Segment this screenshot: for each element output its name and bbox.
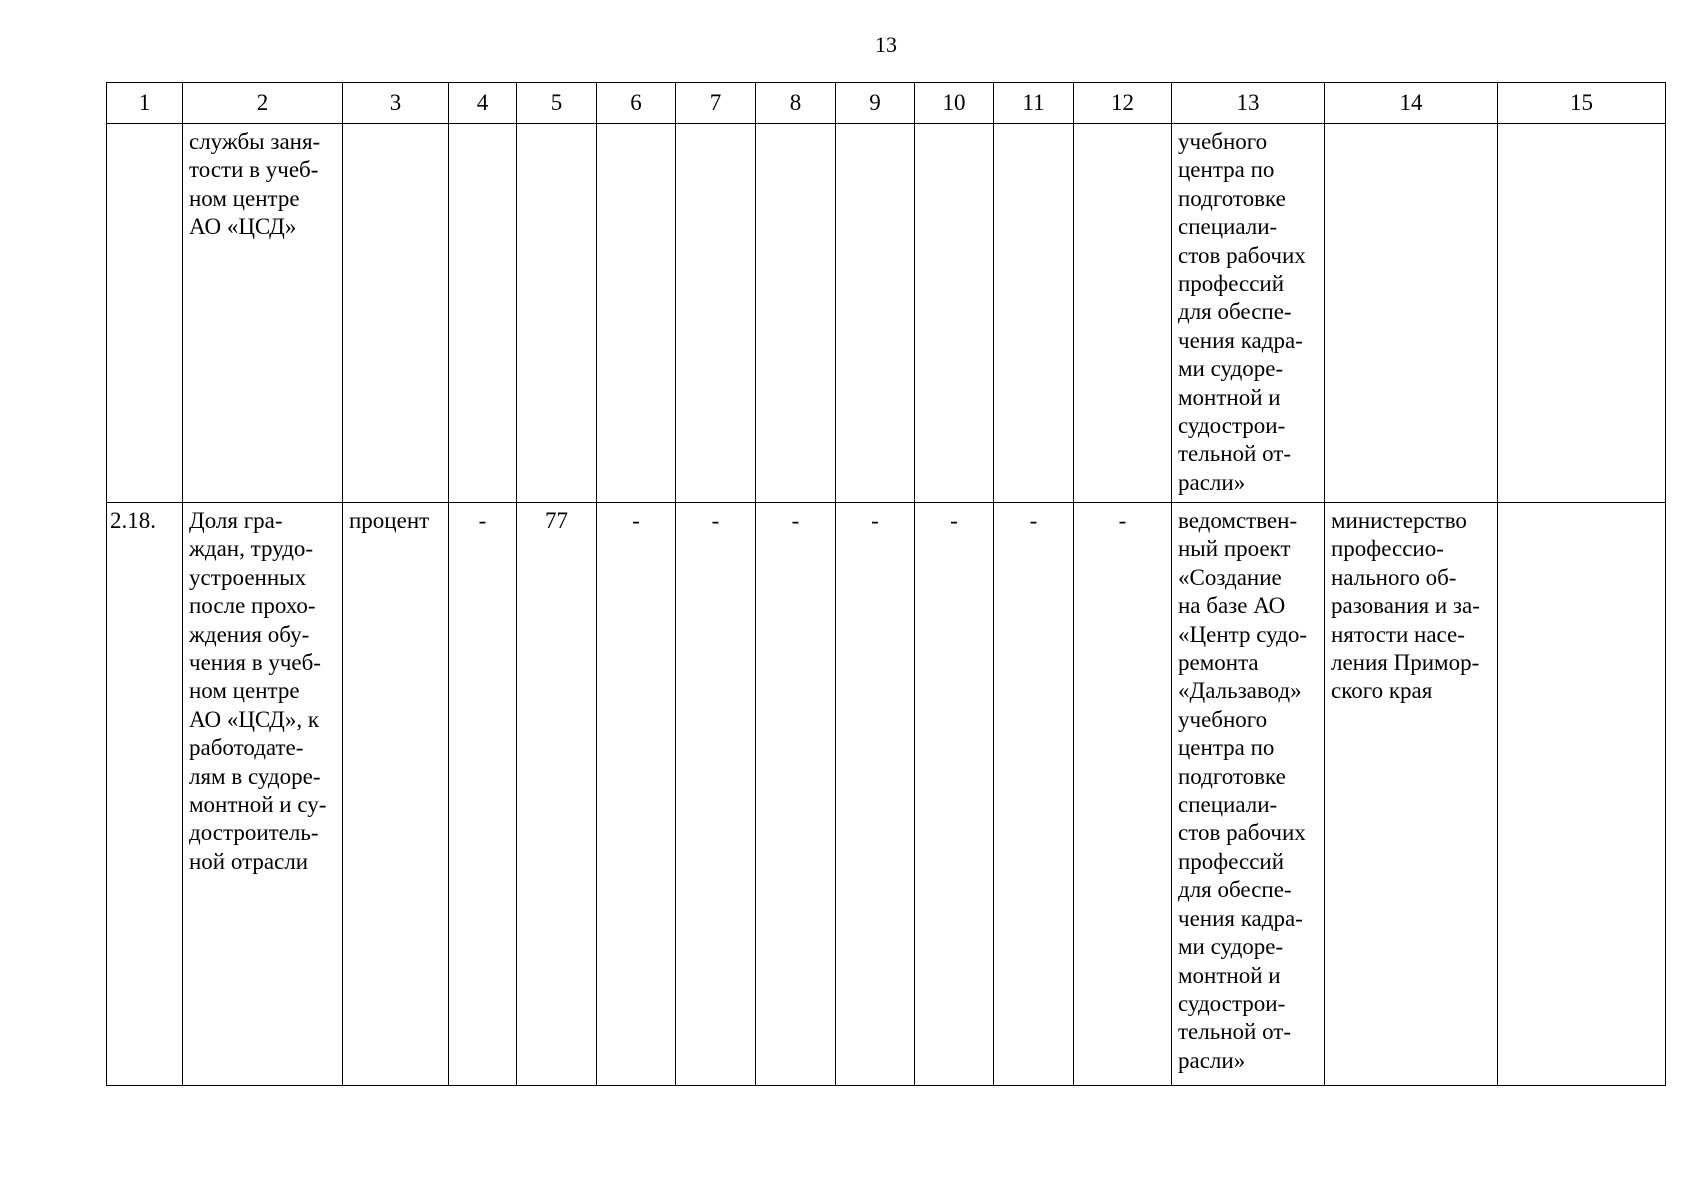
indicator-name-cell: службы заня- тости в учеб- ном центре АО «ЦСД» <box>183 124 343 503</box>
column-number: 6 <box>597 83 676 124</box>
value-cell: - <box>449 503 517 1086</box>
table-row <box>107 124 1666 503</box>
value-cell: - <box>1074 503 1172 1086</box>
value-cell: 77 <box>517 503 597 1086</box>
notes-cell <box>1498 503 1666 1086</box>
unit-cell: процент <box>343 503 449 1086</box>
value-cell <box>836 124 915 503</box>
column-number: 12 <box>1074 83 1172 124</box>
value-cell: - <box>915 503 994 1086</box>
value-cell <box>597 124 676 503</box>
column-number: 7 <box>676 83 756 124</box>
row-number-cell <box>107 124 183 503</box>
project-cell: учебного центра по подготовке специали- стов рабочих профессий для обеспе- чения кадра- ми судоре- монтной и судострои- тельной от- расли» <box>1172 124 1325 503</box>
value-cell <box>915 124 994 503</box>
column-number: 14 <box>1325 83 1498 124</box>
table-row <box>107 503 1666 1086</box>
value-cell: - <box>597 503 676 1086</box>
column-number: 9 <box>836 83 915 124</box>
project-cell: ведомствен- ный проект «Создание на базе АО «Центр судо- ремонта «Дальзавод» учебного центра по подготовке специали- стов рабочих профессий для обеспе- чения кадра- ми судоре- монтной и судострои- тельной от- расли» <box>1172 503 1325 1086</box>
column-number: 4 <box>449 83 517 124</box>
column-number-row <box>107 83 1666 124</box>
value-cell <box>1074 124 1172 503</box>
value-cell: - <box>994 503 1074 1086</box>
value-cell <box>676 124 756 503</box>
responsible-cell <box>1325 124 1498 503</box>
column-number: 11 <box>994 83 1074 124</box>
indicator-name-cell: Доля гра- ждан, трудо- устроенных после прохо- ждения обу- чения в учеб- ном центре АО «ЦСД», к работодате- лям в судоре- монтной и су- достроитель- ной отрасли <box>183 503 343 1086</box>
column-number: 3 <box>343 83 449 124</box>
value-cell: - <box>756 503 836 1086</box>
value-cell <box>449 124 517 503</box>
responsible-cell: министерство профессио- нального об- разования и за- нятости насе- ления Примор- ского края <box>1325 503 1498 1086</box>
row-number-cell: 2.18. <box>107 503 183 1086</box>
notes-cell <box>1498 124 1666 503</box>
value-cell <box>994 124 1074 503</box>
column-number: 13 <box>1172 83 1325 124</box>
column-number: 8 <box>756 83 836 124</box>
indicators-table <box>106 82 1666 1086</box>
value-cell: - <box>676 503 756 1086</box>
page-number: 13 <box>875 32 897 57</box>
unit-cell <box>343 124 449 503</box>
column-number: 2 <box>183 83 343 124</box>
value-cell <box>756 124 836 503</box>
column-number: 1 <box>107 83 183 124</box>
value-cell: - <box>836 503 915 1086</box>
column-number: 15 <box>1498 83 1666 124</box>
column-number: 10 <box>915 83 994 124</box>
column-number: 5 <box>517 83 597 124</box>
value-cell <box>517 124 597 503</box>
